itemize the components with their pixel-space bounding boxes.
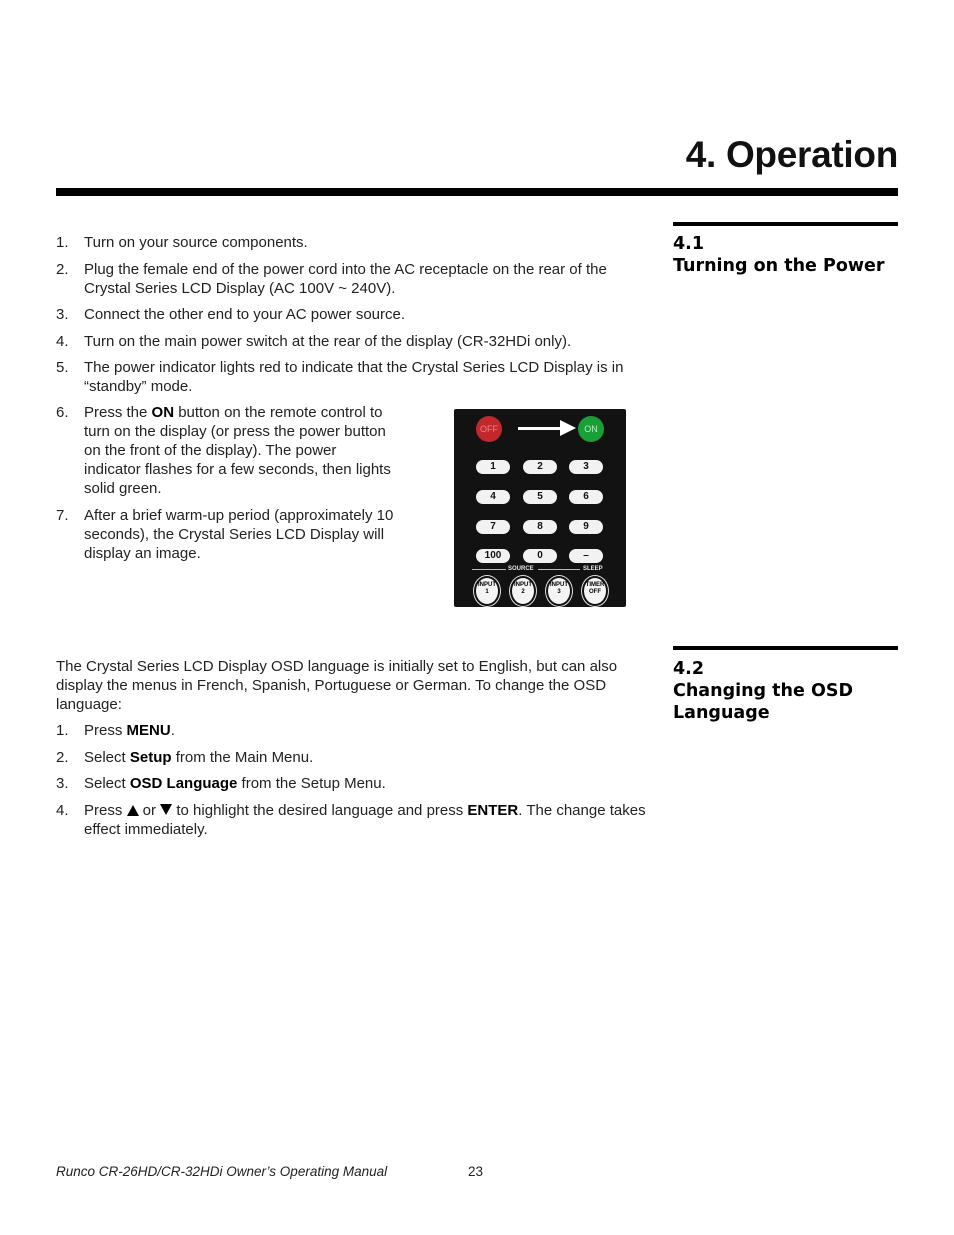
list-item: 6. Press the ON button on the remote control to turn on the display (or press the power button on the front of the display). The power indicator flashes for a few seconds, then lights solid green. [56, 404, 391, 497]
chapter-title: 4. Operation [685, 134, 898, 175]
key-4: 4 [476, 490, 510, 504]
power-steps-list-continued [56, 403, 394, 563]
key-3: 3 [569, 460, 603, 474]
key-100: 100 [476, 549, 510, 563]
divider-line [472, 569, 506, 570]
section-rule-4-1 [673, 222, 898, 226]
input-1-button: INPUT 1 [474, 576, 500, 606]
list-item: 3. Select OSD Language from the Setup Menu. [56, 775, 386, 792]
section-number: 4.1 [673, 234, 705, 254]
remote-control-illustration [454, 409, 626, 607]
osd-intro: The Crystal Series LCD Display OSD language is initially set to English, but can also display the menus in French, Spanish, Portuguese or German. To change the OSD language: [56, 658, 618, 713]
footer-page-number: 23 [468, 1164, 484, 1179]
list-item: 3. Connect the other end to your AC power source. [56, 306, 406, 323]
footer-manual-title: Runco CR-26HD/CR-32HDi Owner’s Operating Manual [56, 1164, 388, 1179]
input-2-button: INPUT 2 [510, 576, 536, 606]
divider-line [538, 569, 580, 570]
triangle-down-icon [160, 804, 172, 815]
key-dash: – [569, 549, 603, 563]
list-item: 4. Turn on the main power switch at the rear of the display (CR-32HDi only). [56, 333, 572, 350]
key-2: 2 [523, 460, 557, 474]
section-heading-4-1 [673, 233, 903, 277]
input-3-button: INPUT 3 [546, 576, 572, 606]
list-item: 5. The power indicator lights red to indicate that the Crystal Series LCD Display is in “standby” mode. [56, 359, 624, 395]
on-button: ON [578, 416, 604, 442]
chapter-rule [56, 188, 898, 196]
arrow-head-icon [560, 420, 576, 436]
key-8: 8 [523, 520, 557, 534]
source-label: SOURCE [508, 566, 534, 572]
power-steps-list [56, 233, 631, 396]
key-6: 6 [569, 490, 603, 504]
list-item: 1. Turn on your source components. [56, 234, 308, 251]
section-rule-4-2 [673, 646, 898, 650]
triangle-up-icon [127, 805, 139, 816]
key-7: 7 [476, 520, 510, 534]
osd-section-body [56, 657, 656, 839]
list-item: 1. Press MENU. [56, 722, 175, 739]
list-item: 2. Plug the female end of the power cord into the AC receptacle on the rear of the Crystal Series LCD Display (AC 100V ~ 240V). [56, 261, 607, 297]
list-item: 7. After a brief warm-up period (approximately 10 seconds), the Crystal Series LCD Display will display an image. [56, 507, 394, 562]
list-item: 4. Press or to highlight the desired language and press ENTER. The change takes effect immediately. [56, 802, 646, 838]
section-title: Turning on the Power [673, 256, 885, 276]
key-1: 1 [476, 460, 510, 474]
timer-off-button: TIMER OFF [582, 576, 608, 606]
key-5: 5 [523, 490, 557, 504]
key-9: 9 [569, 520, 603, 534]
sleep-label: SLEEP [583, 566, 603, 572]
off-button: OFF [476, 416, 502, 442]
arrow-icon [518, 427, 562, 430]
section-number: 4.2 [673, 659, 705, 679]
section-title: Changing the OSD Language [673, 681, 853, 723]
list-item: 2. Select Setup from the Main Menu. [56, 749, 314, 766]
section-heading-4-2 [673, 658, 903, 724]
key-0: 0 [523, 549, 557, 563]
